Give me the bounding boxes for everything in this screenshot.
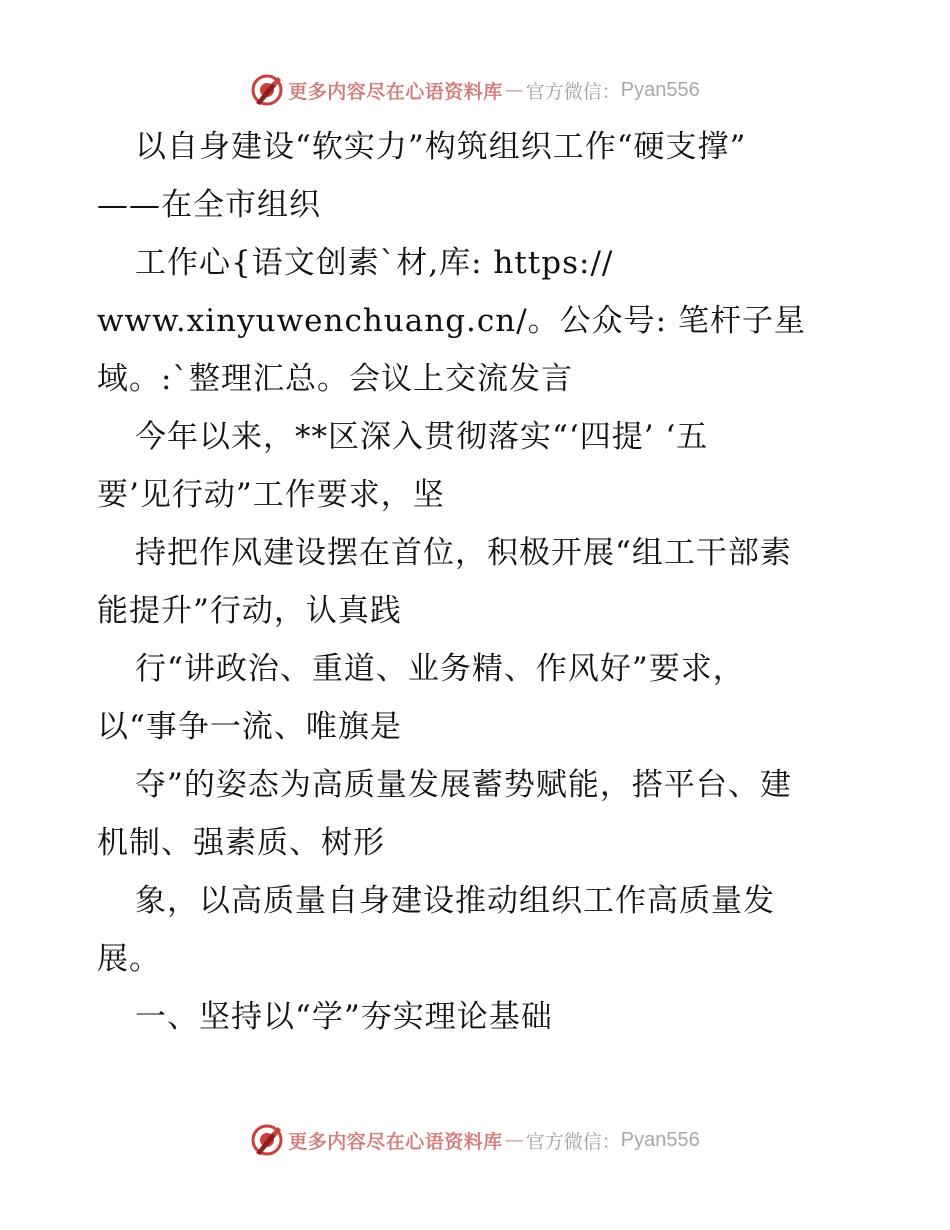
doc-line-4: www.xinyuwenchuang.cn/。公众号: 笔杆子星 [97,303,806,339]
doc-line-8: 持把作风建设摆在首位，积极开展“组工干部素 [135,535,792,571]
pen-logo-icon [250,1123,284,1157]
doc-line-9: 能提升”行动，认真践 [97,593,402,629]
doc-line-1: 以自身建设“软实力”构筑组织工作“硬支撑” [135,129,747,165]
header-watermark-banner [0,70,950,110]
doc-line-12: 夺”的姿态为高质量发展蓄势赋能，搭平台、建 [135,767,792,803]
doc-line-3: 工作心{语文创素`材,库: https:// [135,245,614,281]
footer-watermark-banner [0,1120,950,1160]
banner-wechat-id: Pyan556 [620,1128,700,1151]
banner-wechat-label: 官方微信： [525,1130,621,1153]
doc-line-14: 象，以高质量自身建设推动组织工作高质量发 [135,883,775,919]
doc-line-5: 域。:`整理汇总。会议上交流发言 [97,361,573,397]
banner-wechat-id: Pyan556 [620,78,700,101]
doc-line-13: 机制、强素质、树形 [97,825,385,861]
doc-line-11: 以“事争一流、唯旗是 [97,709,402,745]
pen-logo-icon [250,73,284,107]
banner-dash: — [504,1129,524,1151]
doc-line-2: ——在全市组织 [97,187,321,223]
document-body [97,118,857,1046]
doc-line-15: 展。 [97,941,161,977]
section-heading-1: 一、坚持以“学”夯实理论基础 [135,999,553,1035]
banner-dash: — [504,79,524,101]
doc-line-6: 今年以来，**区深入贯彻落实“‘四提’ ‘五 [135,419,709,455]
doc-line-10: 行“讲政治、重道、业务精、作风好”要求， [135,651,745,687]
banner-main-text: 更多内容尽在心语资料库 [288,80,503,103]
banner-wechat-label: 官方微信： [525,80,621,103]
banner-main-text: 更多内容尽在心语资料库 [288,1130,503,1153]
doc-line-7: 要’见行动”工作要求，坚 [97,477,445,513]
